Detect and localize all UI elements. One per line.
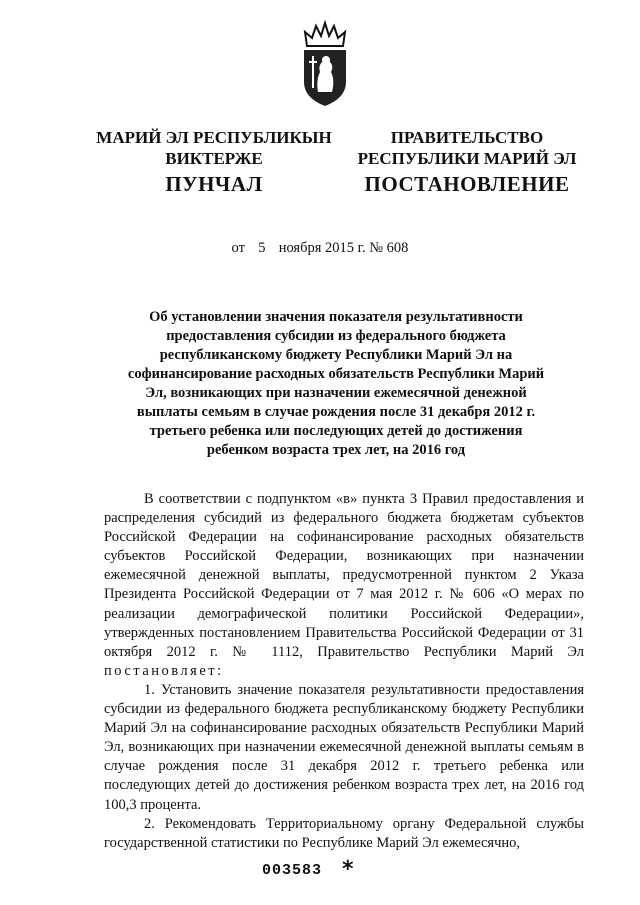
header-left-title: ПУНЧАЛ (165, 172, 263, 196)
date-rest: ноября 2015 г. № 608 (278, 240, 409, 256)
header-right-line2: РЕСПУБЛИКИ МАРИЙ ЭЛ (357, 149, 577, 168)
header-left-line1: МАРИЙ ЭЛ РЕСПУБЛИКЫН (96, 128, 332, 147)
body-paragraph-1-spaced: постановляет: (104, 662, 224, 679)
star-mark: * (342, 857, 354, 882)
header-left-line2: ВИКТЕРЖЕ (165, 149, 263, 168)
body-paragraph-1 (104, 490, 584, 681)
body-paragraph-3: 2. Рекомендовать Территориальному органу Федеральной службы государственной статистики по Республике Марий Эл ежемесячно, (104, 815, 584, 851)
header-right-line1: ПРАВИТЕЛЬСТВО (390, 128, 544, 147)
header-right (350, 127, 584, 169)
serial-number: 003583 (262, 862, 323, 879)
document-subject: Об установлении значения показателя результативности предоставления субсидии из федерального бюджета республиканскому бюджету Республики Марий Эл на софинансирование расходных обязательств Республики Марий Эл, возникающих при назначении ежемесячной денежной выплаты семьям в случае рождения после 31 декабря 2012 г. третьего ребенка или последующих детей до достижения ребенком возраста трех лет, на 2016 год (127, 309, 545, 458)
coat-of-arms-icon (298, 20, 352, 108)
header-left (95, 127, 333, 169)
body-paragraph-2: 1. Установить значение показателя результативности предоставления субсидии из федерального бюджета республиканскому бюджету Республики Марий Эл на софинансирование расходных обязательств Республики Марий Эл, возникающих при назначении ежемесячной денежной выплаты семьям в случае рождения после 31 декабря 2012 г. третьего ребенка или последующих детей до достижения ребенком возраста трех лет, на 2016 год 100,3 процента. (104, 681, 584, 813)
date-prefix: от (231, 240, 245, 256)
date-day: 5 (258, 240, 266, 256)
document-body (104, 490, 584, 853)
body-paragraph-1-main: В соответствии с подпунктом «в» пункта 3 Правил предоставления и распределения субсидий из федерального бюджета бюджетам субъектов Российской Федерации на софинансирование расходных обязательств субъектов Российской Федерации, возникающих при назначении ежемесячной денежной выплаты, предусмотренной пунктом 2 Указа Президента Российской Федерации от 7 мая 2012 г. № 606 «О мерах по реализации демографической политики Российской Федерации», утвержденных постановлением Правительства Российской Федерации от 31 октября 2012 г. № 1112, Правительство Республики Марий Эл (104, 491, 584, 660)
document-date (0, 240, 640, 257)
header-right-title: ПОСТАНОВЛЕНИЕ (364, 172, 570, 196)
